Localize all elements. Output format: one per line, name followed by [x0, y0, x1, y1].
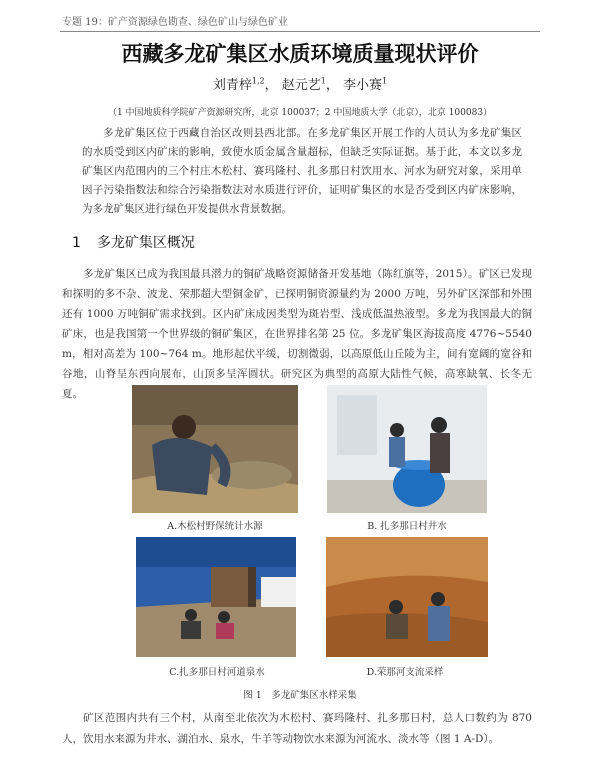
author-name: 刘青梓	[212, 78, 252, 93]
photo-c-image	[136, 537, 296, 657]
author-name: 赵元艺	[281, 78, 321, 93]
photo-c-caption: C.扎多那日村河道泉水	[169, 667, 265, 678]
section-title: 多龙矿集区概况	[96, 235, 195, 251]
photo-b	[327, 385, 487, 513]
author-affil-mark: 1	[320, 76, 326, 86]
author-separator: ，	[264, 78, 278, 93]
photo-b-image	[327, 385, 487, 513]
header-divider	[60, 31, 540, 32]
body-paragraph-2: 矿区范围内共有三个村，从南至北依次为木松村、赛玛隆村、扎多那日村，总人口数约为 870 人，饮用水来源为井水、湖泊水、泉水，牛羊等动物饮水来源为河流水、淡水等（图 1 A-D）。	[62, 712, 532, 745]
affiliation: （1 中国地质科学院矿产资源研究所，北京 100037；2 中国地质大学（北京），北京 100083）	[107, 108, 493, 118]
section-heading	[72, 232, 195, 252]
abstract-paragraph: 多龙矿集区位于西藏自治区改则县西北部。在多龙矿集区开展工作的人员认为多龙矿集区的水质受到区内矿床的影响，致使水质金属含量超标，但缺乏实际证据。基于此，本文以多龙矿集区内范围内的三个村庄木松村、赛玛隆村、扎多那日村饮用水、河水为研究对象，采用单因子污染指数法和综合污染指数法对水质进行评价，证明矿集区的水是否受到区内矿床影响，为多龙矿集区进行绿色开发提供水背景数据。	[82, 127, 522, 215]
body-paragraph: 多龙矿集区已成为我国最具潜力的铜矿战略资源储备开发基地（陈红旗等，2015）。矿区已发现和探明的多不杂、波龙、荣那超大型铜金矿，已探明铜资源量约为 2000 万吨，另外矿区深部和外围还有 1000 万吨铜矿需求找到。区内矿床成因类型为斑岩型、浅成低温热液型。多龙为我国最大的铜矿床，也是我国第一个世界级的铜矿集区，在世界排名第 25 位。多龙矿集区海拔高度 4776~5540 m，相对高差为 100~764 m。地形起伏平缓，切割微弱，以高原低山丘陵为主，间有宽阔的宽谷和谷地，山脊呈东西向展布，山顶多呈浑圆状。研究区为典型的高原大陆性气候，高寒缺氧、长冬无夏。	[62, 268, 532, 400]
photo-d-caption: D.荣那河支流采样	[366, 667, 444, 678]
section-number: 1	[72, 235, 81, 251]
photo-d-image	[326, 537, 488, 657]
figure-title: 图 1 多龙矿集区水样采集	[243, 690, 357, 701]
photo-d	[326, 537, 488, 657]
photo-a-image	[132, 385, 298, 513]
author-affil-mark: 1,2	[251, 76, 265, 86]
photo-b-caption: B. 扎多那日村井水	[367, 521, 447, 532]
photo-c	[136, 537, 296, 657]
author-affil-mark: 1	[382, 76, 388, 86]
author-name: 李小赛	[343, 78, 383, 93]
photo-a-caption: A.木松村野保统计水源	[167, 521, 263, 532]
author-separator: ，	[325, 78, 339, 93]
paper-title: 西藏多龙矿集区水质环境质量现状评价	[121, 42, 479, 66]
author-list	[0, 74, 600, 93]
running-header: 专题 19：矿产资源绿色勘查、绿色矿山与绿色矿业	[62, 17, 288, 28]
photo-a	[132, 385, 298, 513]
